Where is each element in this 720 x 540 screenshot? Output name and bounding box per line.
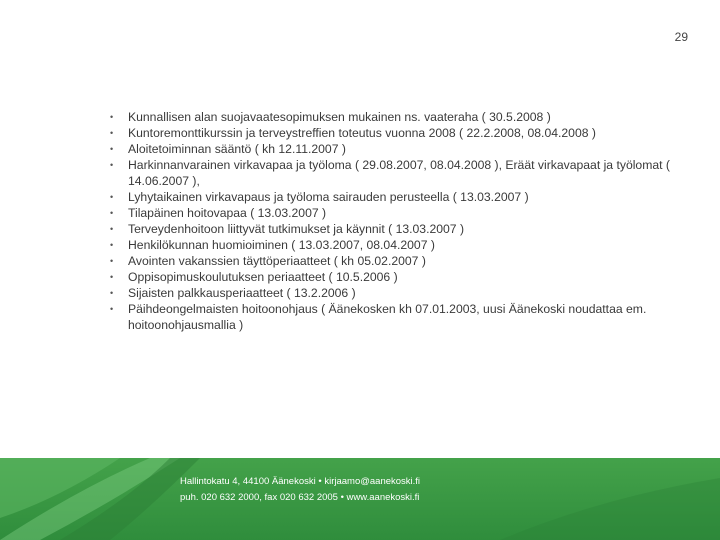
footer-contact [180,474,420,506]
list-item: • Sijaisten palkkausperiaatteet ( 13.2.2006 ) [110,285,670,301]
list-item: • Avointen vakanssien täyttöperiaatteet ( kh 05.02.2007 ) [110,253,670,269]
footer-address: Hallintokatu 4, 44100 Äänekoski • kirjaamo@aanekoski.fi [180,476,421,487]
bullet-list [110,109,670,333]
list-item: • Tilapäinen hoitovapaa ( 13.03.2007 ) [110,205,670,221]
list-item: • Oppisopimuskoulutuksen periaatteet ( 10.5.2006 ) [110,269,670,285]
list-item: • Harkinnanvarainen virkavapaa ja työloma ( 29.08.2007, 08.04.2008 ), Eräät virkavapaat ja työlomat ( 14.06.2007 ), [110,157,670,189]
list-item: • Lyhytaikainen virkavapaus ja työloma sairauden perusteella ( 13.03.2007 ) [110,189,670,205]
list-item: • Kuntoremonttikurssin ja terveystreffien toteutus vuonna 2008 ( 22.2.2008, 08.04.2008 ) [110,125,670,141]
page-number: 29 [674,30,688,44]
list-item: • Terveydenhoitoon liittyvät tutkimukset ja käynnit ( 13.03.2007 ) [110,221,670,237]
list-item: • Päihdeongelmaisten hoitoonohjaus ( Äänekosken kh 07.01.2003, uusi Äänekoski noudattaa em. hoitoonohjausmallia ) [110,301,670,333]
footer-band [0,458,720,540]
footer-phone: puh. 020 632 2000, fax 020 632 2005 • www.aanekoski.fi [180,492,420,503]
list-item: • Aloitetoiminnan sääntö ( kh 12.11.2007 ) [110,141,670,157]
list-item: • Henkilökunnan huomioiminen ( 13.03.2007, 08.04.2007 ) [110,237,670,253]
list-item: • Kunnallisen alan suojavaatesopimuksen mukainen ns. vaateraha ( 30.5.2008 ) [110,109,670,125]
